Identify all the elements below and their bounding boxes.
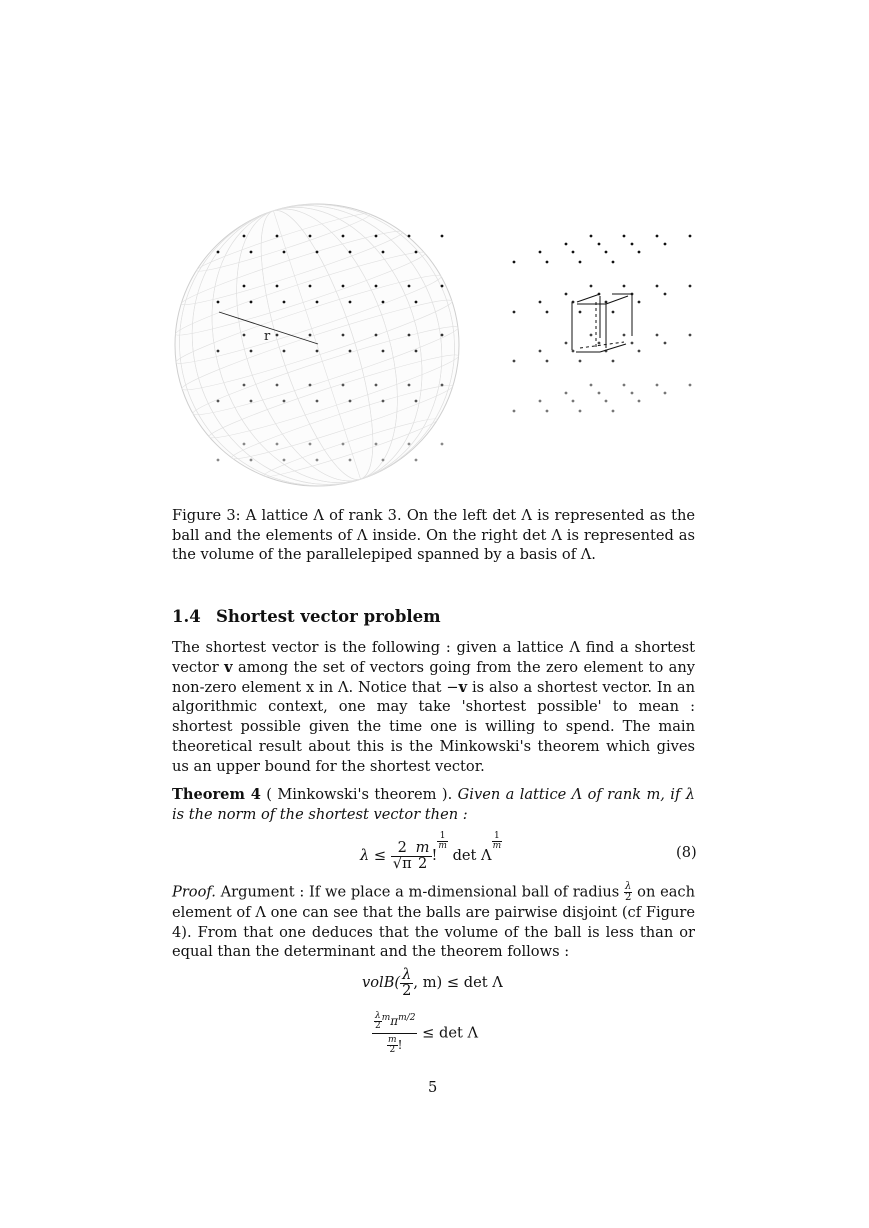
- lattice-point: [441, 443, 444, 446]
- lattice-point: [276, 443, 279, 446]
- lattice-point: [342, 384, 345, 387]
- lattice-point: [217, 459, 220, 462]
- theorem-statement: Given a lattice Λ of rank m, if λ is the norm of the shortest vector then :: [172, 786, 696, 823]
- lattice-point: [382, 459, 385, 462]
- eqa-prefix: volB(: [362, 974, 401, 992]
- lattice-point: [546, 360, 549, 363]
- lattice-point: [283, 251, 286, 254]
- eqa-frac-den: 2: [402, 981, 412, 999]
- lattice-point: [408, 334, 411, 337]
- lattice-point: [513, 261, 516, 264]
- eq8-m-num: m: [415, 838, 430, 856]
- eqb-m: m: [388, 1035, 397, 1045]
- lattice-point: [349, 400, 352, 403]
- lattice-point: [309, 384, 312, 387]
- lattice-point: [623, 384, 626, 387]
- lattice-point: [309, 334, 312, 337]
- lattice-point: [441, 334, 444, 337]
- proof-block: [172, 882, 695, 962]
- lattice-point: [250, 301, 253, 304]
- radius-label: r: [264, 329, 271, 344]
- lattice-point: [349, 459, 352, 462]
- equation-8: [360, 832, 502, 871]
- lattice-point: [539, 251, 542, 254]
- lattice-point: [415, 301, 418, 304]
- proof-radius-num: λ: [625, 881, 632, 892]
- lattice-point: [513, 311, 516, 314]
- lattice-point: [656, 285, 659, 288]
- lattice-point: [590, 285, 593, 288]
- lattice-point: [316, 400, 319, 403]
- lattice-point: [250, 251, 253, 254]
- lattice-point: [250, 400, 253, 403]
- lattice-point: [309, 285, 312, 288]
- parallelepiped: [572, 294, 632, 352]
- eqb-numerator: [372, 1012, 417, 1034]
- lattice-point: [612, 261, 615, 264]
- lattice-point: [631, 243, 634, 246]
- lattice-point: [243, 443, 246, 446]
- lattice-point: [441, 384, 444, 387]
- lattice-point: [539, 301, 542, 304]
- eqb-lambda: λ: [375, 1011, 381, 1021]
- paragraph-text-1: The shortest vector is the following : given a lattice Λ find a shortest vector: [172, 639, 695, 676]
- lattice-point: [382, 350, 385, 353]
- lattice-point: [316, 459, 319, 462]
- lattice-point: [664, 293, 667, 296]
- lattice-point: [656, 384, 659, 387]
- lattice-point: [243, 285, 246, 288]
- lattice-point: [572, 350, 575, 353]
- lattice-point: [276, 235, 279, 238]
- eqb-denominator: [372, 1034, 417, 1055]
- equation-number: (8): [676, 844, 697, 861]
- theorem-label: Theorem 4: [172, 786, 261, 803]
- lattice-figure: [172, 198, 696, 493]
- lattice-point: [579, 311, 582, 314]
- eq8-frac-num: 2: [391, 841, 414, 857]
- theorem-name: ( Minkowski's theorem ).: [260, 786, 453, 803]
- lattice-point: [309, 235, 312, 238]
- lattice-point: [283, 400, 286, 403]
- vector-v-neg: v: [458, 678, 468, 696]
- lattice-point: [579, 360, 582, 363]
- lattice-point: [316, 301, 319, 304]
- lattice-point: [217, 400, 220, 403]
- lattice-point: [513, 360, 516, 363]
- lattice-point: [631, 342, 634, 345]
- eqb-fact: !: [397, 1038, 403, 1052]
- lattice-point: [656, 235, 659, 238]
- lattice-point: [408, 443, 411, 446]
- lattice-point: [441, 285, 444, 288]
- lattice-point: [375, 235, 378, 238]
- lattice-point: [638, 350, 641, 353]
- lattice-point: [243, 235, 246, 238]
- equation-volume: [362, 968, 503, 998]
- eq8-exp-den: m: [438, 841, 447, 851]
- lattice-point: [415, 400, 418, 403]
- body-paragraph: [172, 638, 695, 777]
- lattice-point: [612, 360, 615, 363]
- lattice-point: [250, 459, 253, 462]
- vector-v: v: [224, 658, 233, 676]
- page-number: 5: [428, 1079, 438, 1096]
- eqa-frac: [400, 968, 413, 998]
- lattice-point: [605, 301, 608, 304]
- lattice-point: [598, 342, 601, 345]
- eqb-two: 2: [375, 1021, 381, 1031]
- lattice-point: [375, 384, 378, 387]
- lattice-parallelepiped-diagram: [513, 235, 692, 413]
- section-title: Shortest vector problem: [216, 607, 441, 626]
- eq8-frac: [391, 838, 414, 872]
- lattice-point: [689, 384, 692, 387]
- eq8-det-exp: [492, 832, 503, 851]
- lattice-point: [546, 311, 549, 314]
- lattice-point: [623, 334, 626, 337]
- lattice-point: [276, 285, 279, 288]
- eq8-m-den: 2: [417, 854, 428, 872]
- eqb-pow: m: [381, 1013, 391, 1023]
- lattice-point: [590, 235, 593, 238]
- lattice-point: [612, 311, 615, 314]
- lattice-point: [408, 285, 411, 288]
- proof-radius-den: 2: [625, 892, 632, 903]
- proof-text-1: Argument : If we place a m-dimensional ball of radius: [215, 883, 625, 901]
- lattice-point: [590, 384, 593, 387]
- eqb-lambda-half: [374, 1012, 382, 1031]
- eq8-det-exp-den: m: [492, 841, 502, 851]
- lattice-point: [375, 443, 378, 446]
- eqb-m-half: [387, 1036, 398, 1055]
- eq8-exp-num: 1: [437, 832, 448, 842]
- lattice-point: [539, 400, 542, 403]
- lattice-point: [349, 301, 352, 304]
- lattice-point: [243, 334, 246, 337]
- eq8-lhs: λ ≤: [360, 847, 387, 864]
- lattice-point: [539, 350, 542, 353]
- lattice-point: [283, 459, 286, 462]
- lattice-point: [598, 392, 601, 395]
- lattice-point: [408, 235, 411, 238]
- lattice-point: [598, 243, 601, 246]
- eq8-mfrac: [414, 838, 432, 872]
- lattice-point: [309, 443, 312, 446]
- lattice-point: [342, 235, 345, 238]
- lattice-point: [375, 285, 378, 288]
- lattice-point: [217, 301, 220, 304]
- lattice-point: [513, 410, 516, 413]
- eq8-frac-den: √π: [392, 854, 412, 872]
- lattice-point: [565, 293, 568, 296]
- lattice-point: [664, 243, 667, 246]
- eqa-frac-num: λ: [400, 968, 413, 984]
- lattice-point: [217, 350, 220, 353]
- lattice-point: [375, 334, 378, 337]
- lattice-point: [656, 334, 659, 337]
- lattice-point: [638, 400, 641, 403]
- eqb-pi: π: [390, 1014, 399, 1028]
- eqb-pi-pow: m/2: [398, 1013, 416, 1023]
- lattice-point: [631, 392, 634, 395]
- lattice-point: [572, 251, 575, 254]
- lattice-ball-diagram: [172, 198, 491, 493]
- eqb-rhs: ≤ det Λ: [422, 1024, 478, 1042]
- section-number: 1.4: [172, 607, 201, 626]
- lattice-point: [283, 301, 286, 304]
- equation-bound: [372, 1012, 478, 1055]
- eqb-frac: [372, 1012, 417, 1055]
- eq8-exp: [437, 832, 448, 851]
- lattice-point: [283, 350, 286, 353]
- lattice-point: [316, 251, 319, 254]
- lattice-point: [415, 350, 418, 353]
- theorem-block: [172, 785, 695, 824]
- lattice-point: [590, 334, 593, 337]
- lattice-point: [349, 350, 352, 353]
- lattice-point: [579, 261, 582, 264]
- lattice-point: [217, 251, 220, 254]
- section-heading: [172, 607, 441, 626]
- lattice-point: [382, 400, 385, 403]
- paragraph-text-2: among the set of vectors going from the zero element to any non-zero element x in Λ. Notice that −: [172, 658, 695, 696]
- paragraph-text-3: is also a shortest vector. In an algorithmic context, one may take 'shortest possible' to mean : shortest possible given the time one is willing to spend. The main theoretical result about this is the Minkowski's theorem which gives us an upper bound for the shortest vector.: [172, 678, 695, 775]
- lattice-point: [638, 251, 641, 254]
- lattice-point: [382, 301, 385, 304]
- lattice-point: [605, 251, 608, 254]
- lattice-point: [342, 443, 345, 446]
- lattice-point: [276, 334, 279, 337]
- lattice-point: [441, 235, 444, 238]
- lattice-point: [250, 350, 253, 353]
- lattice-point: [415, 251, 418, 254]
- proof-text-2: on each element of Λ one can see that the balls are pairwise disjoint (cf Figure 4). From that one deduces that the volume of the ball is less than or equal than the determinant and the theorem follows :: [172, 883, 695, 961]
- eqa-suffix: , m) ≤ det Λ: [413, 974, 503, 992]
- lattice-point: [605, 400, 608, 403]
- lattice-point: [689, 334, 692, 337]
- lattice-point: [638, 301, 641, 304]
- lattice-point: [565, 243, 568, 246]
- lattice-point: [342, 285, 345, 288]
- eq8-det-exp-num: 1: [492, 832, 503, 842]
- lattice-point: [546, 261, 549, 264]
- lattice-point: [349, 251, 352, 254]
- lattice-point: [565, 392, 568, 395]
- lattice-point: [316, 350, 319, 353]
- lattice-point: [664, 342, 667, 345]
- lattice-point: [243, 384, 246, 387]
- lattice-point: [579, 410, 582, 413]
- eqb-den-two: 2: [389, 1045, 396, 1055]
- lattice-point: [565, 342, 568, 345]
- lattice-point: [408, 384, 411, 387]
- lattice-point: [623, 235, 626, 238]
- lattice-point: [342, 334, 345, 337]
- proof-label: Proof.: [172, 883, 216, 901]
- lattice-point: [276, 384, 279, 387]
- lattice-point: [612, 410, 615, 413]
- eq8-fact: !: [431, 847, 438, 864]
- lattice-point: [382, 251, 385, 254]
- eq8-det: det Λ: [452, 847, 492, 864]
- lattice-point: [415, 459, 418, 462]
- lattice-point: [664, 392, 667, 395]
- lattice-point: [546, 410, 549, 413]
- lattice-point: [623, 285, 626, 288]
- lattice-point: [689, 235, 692, 238]
- lattice-point: [689, 285, 692, 288]
- lattice-point: [572, 400, 575, 403]
- figure-caption: Figure 3: A lattice Λ of rank 3. On the left det Λ is represented as the ball and the elements of Λ inside. On the right det Λ is represented as the volume of the parallelepiped spanned by a basis of Λ.: [172, 507, 695, 564]
